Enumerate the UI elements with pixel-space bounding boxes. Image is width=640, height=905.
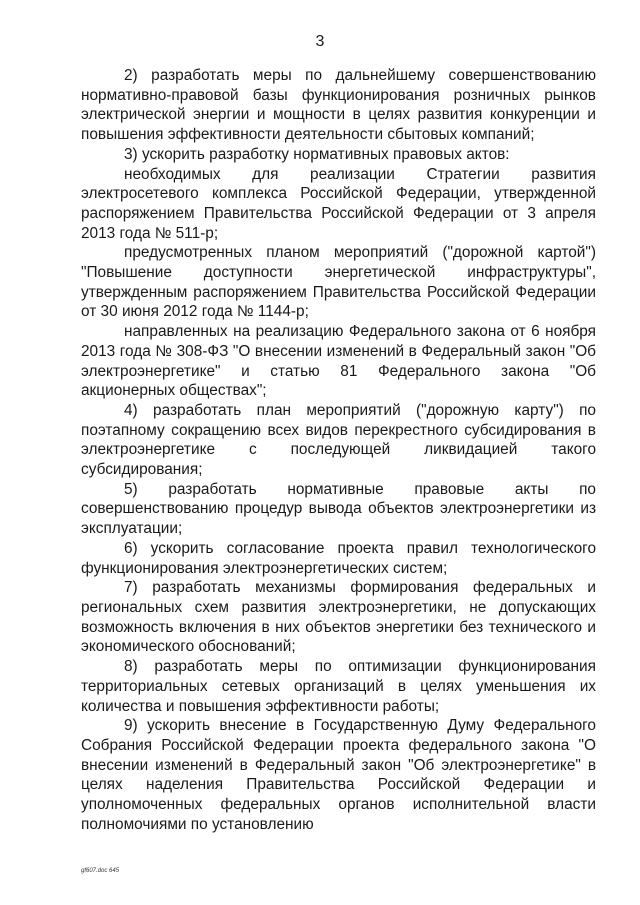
paragraph-item-2: 2) разработать меры по дальнейшему совершенствованию нормативно-правовой базы функционирования розничных рынков электрической энергии и мощности в целях развития конкуренции и повышения эффективности деятельности сбытовых компаний;: [81, 67, 596, 144]
paragraph-item-6: 6) ускорить согласование проекта правил технологического функционирования электроэнергетических систем;: [81, 539, 596, 577]
paragraph-subitem-strategy: необходимых для реализации Стратегии развития электросетевого комплекса Российской Федерации, утвержденной распоряжением Правительства Российской Федерации от 3 апреля 2013 года № 511-р;: [81, 165, 596, 242]
document-body: [81, 66, 596, 834]
paragraph-subitem-law-308: направленных на реализацию Федерального закона от 6 ноября 2013 года № 308-ФЗ "О внесении изменений в Федеральный закон "Об электроэнергетике" и статью 81 Федерального закона "Об акционерных обществах";: [81, 323, 596, 400]
paragraph-item-3: 3) ускорить разработку нормативных правовых актов:: [124, 145, 510, 163]
paragraph-subitem-roadmap: предусмотренных планом мероприятий ("дорожной картой") "Повышение доступности энергетической инфраструктуры", утвержденным распоряжением Правительства Российской Федерации от 30 июня 2012 года № 1144-р;: [81, 244, 596, 321]
paragraph-item-4: 4) разработать план мероприятий ("дорожную карту") по поэтапному сокращению всех видов перекрестного субсидирования в электроэнергетике с последующей ликвидацией такого субсидирования;: [81, 401, 596, 479]
paragraph-item-8: 8) разработать меры по оптимизации функционирования территориальных сетевых организаций в целях уменьшения их количества и повышения эффективности работы;: [81, 658, 596, 715]
paragraph-item-7: 7) разработать механизмы формирования федеральных и региональных схем развития электроэнергетики, не допускающих возможность включения в них объектов энергетики без технического и экономического обоснований;: [81, 579, 596, 656]
paragraph-item-9: 9) ускорить внесение в Государственную Думу Федерального Собрания Российской Федерации проекта федерального закона "О внесении изменений в Федеральный закон "Об электроэнергетике" в целях наделения Правительства Российской Федерации и уполномоченных федеральных органов исполнительной власти полномочиями по установлению: [81, 717, 596, 833]
page-number: 3: [315, 33, 325, 50]
footer-file-reference: gf607.doc 645: [81, 868, 120, 874]
paragraph-item-5: 5) разработать нормативные правовые акты по совершенствованию процедур вывода объектов электроэнергетики из эксплуатации;: [81, 480, 596, 538]
